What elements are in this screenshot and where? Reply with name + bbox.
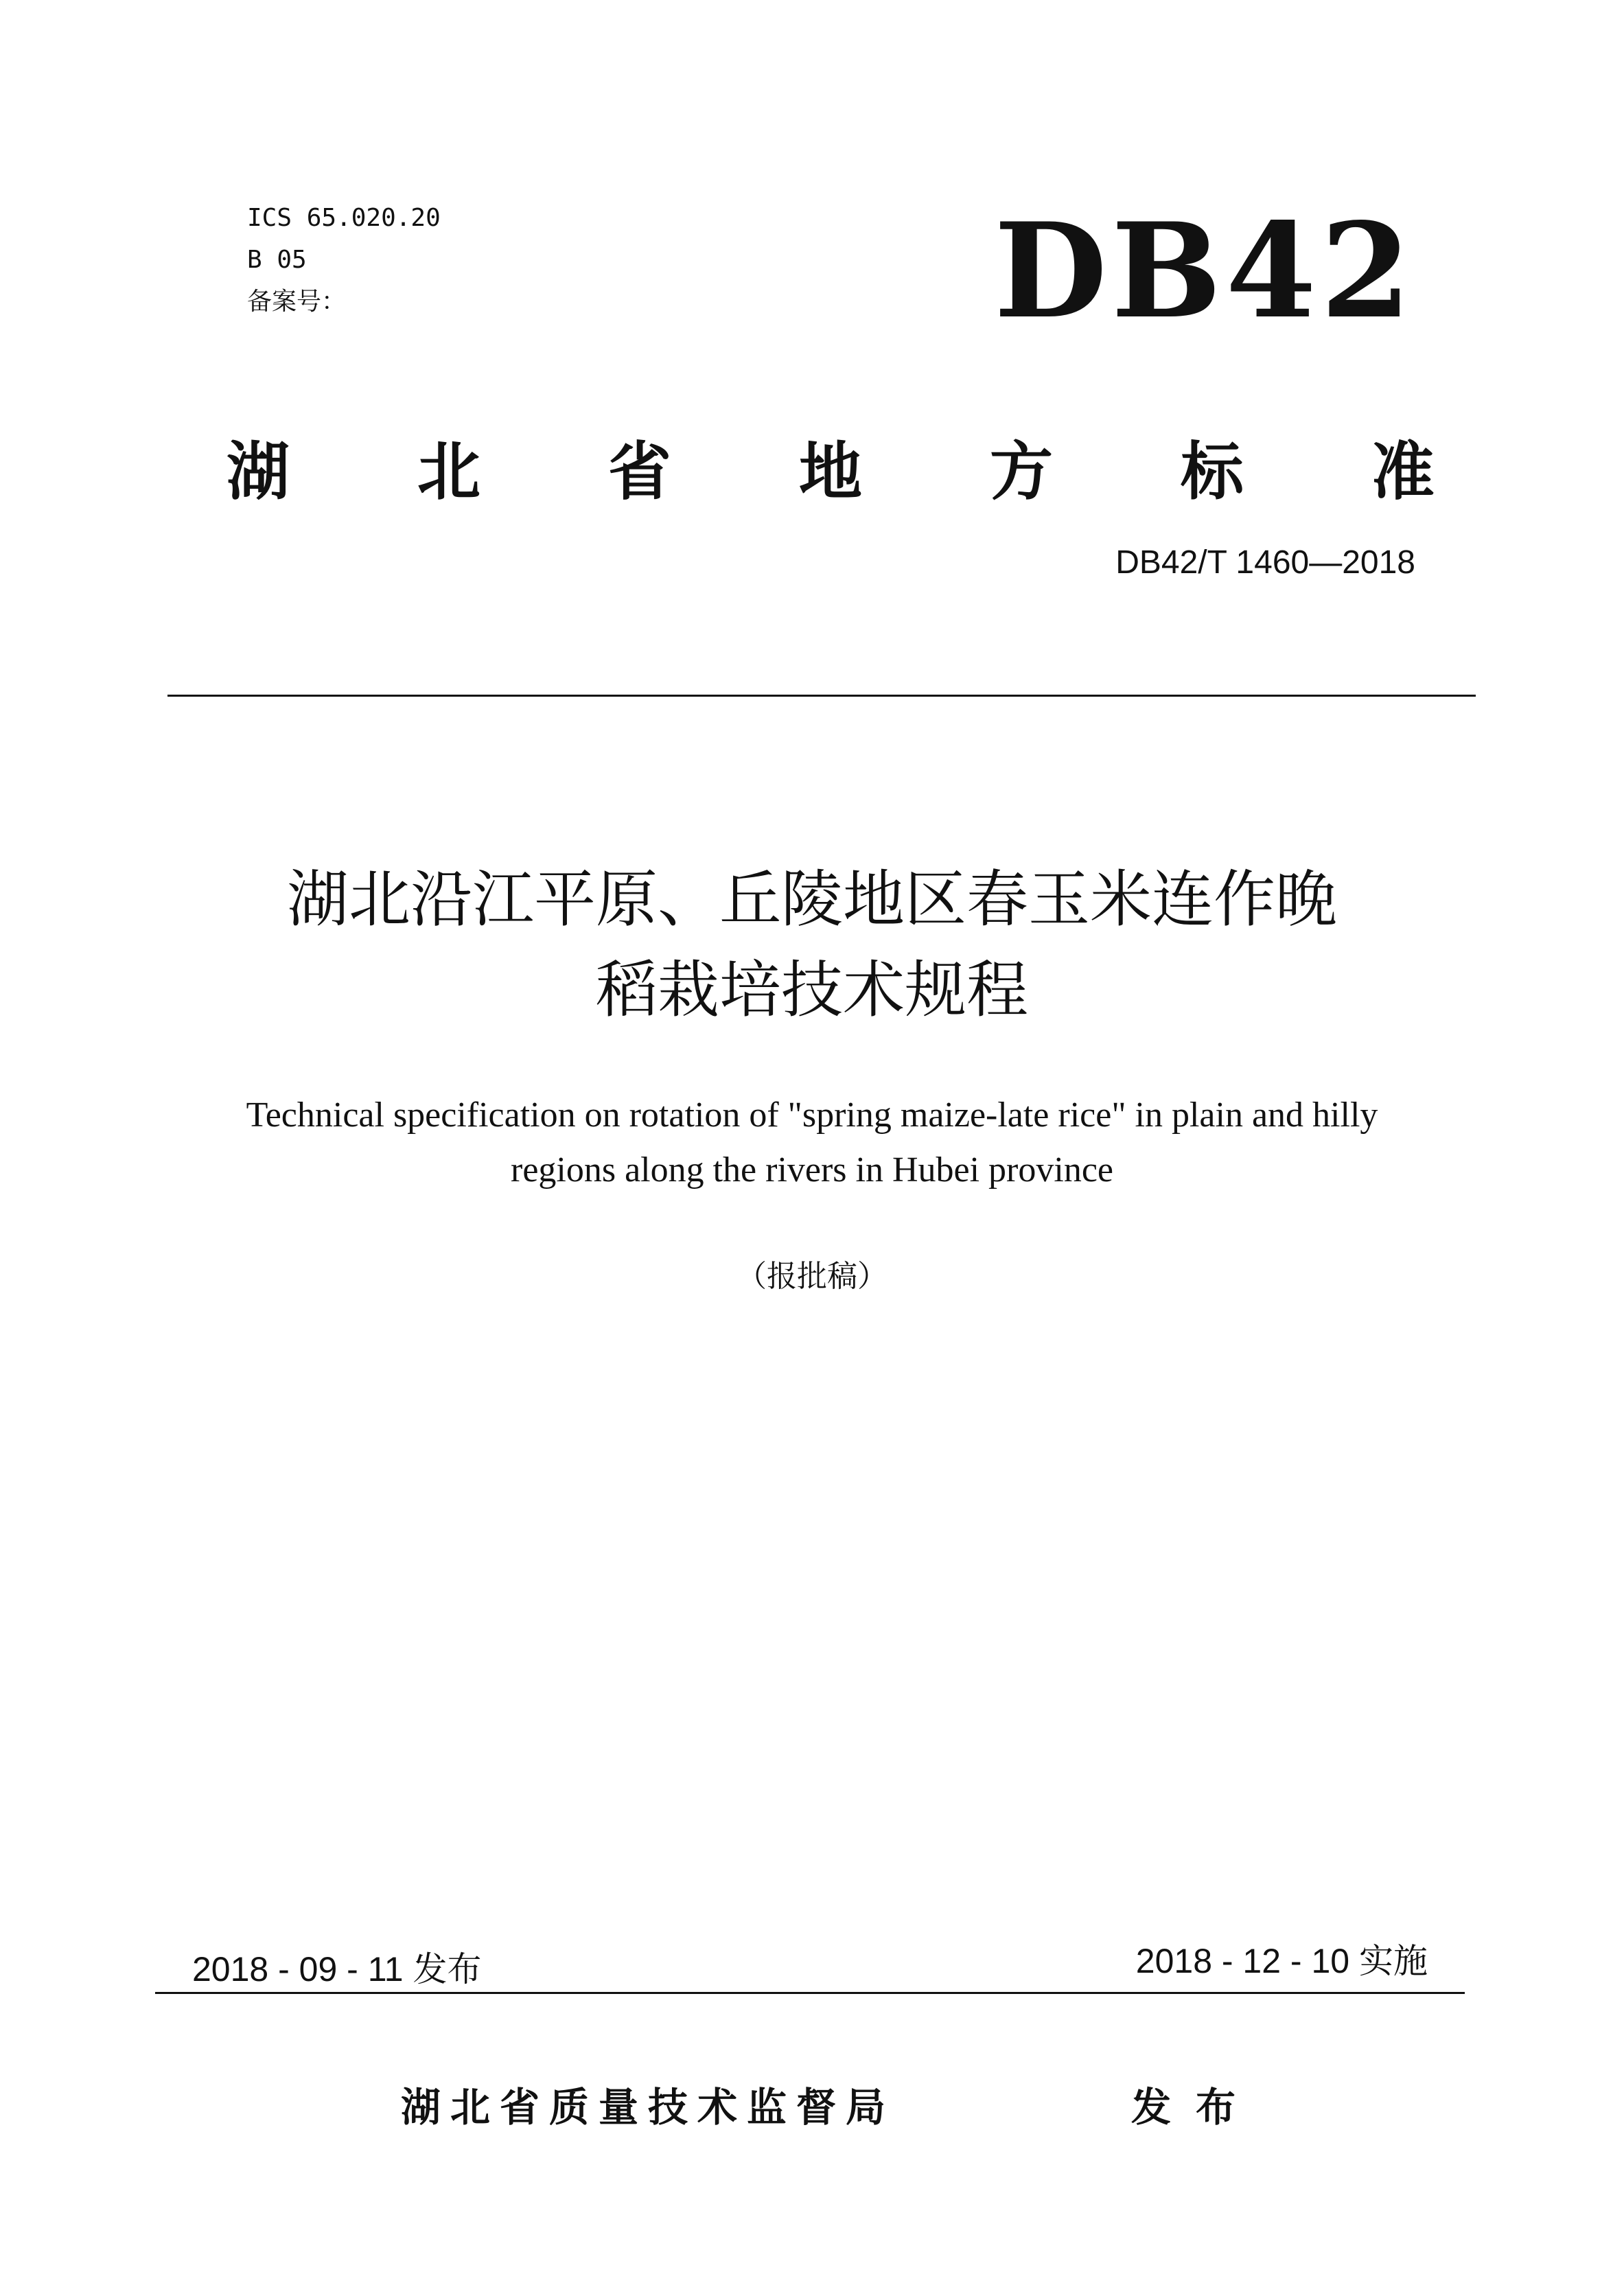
standard-type-char: 地 (798, 435, 862, 509)
english-title (126, 1088, 1498, 1198)
standard-type-char: 省 (607, 435, 671, 509)
issue-date: 2018 - 09 - 11 发布 (192, 1950, 482, 1988)
standard-type-char: 方 (989, 435, 1053, 509)
issuing-authority: 湖北省质量技术监督局 (401, 2084, 896, 2131)
implementation-date: 2018 - 12 - 10 实施 (1135, 1942, 1428, 1980)
filing-number-label: 备案号： (247, 288, 347, 316)
chinese-title (126, 855, 1498, 1036)
issuing-action: 发布 (1131, 2084, 1261, 2131)
draft-status: （报批稿） (736, 1259, 888, 1294)
english-title-line: regions along the rivers in Hubei province (511, 1150, 1113, 1190)
standard-type-char: 湖 (227, 435, 290, 509)
standard-type-char: 准 (1371, 435, 1435, 509)
chinese-title-line: 稻栽培技术规程 (596, 954, 1028, 1026)
chinese-title-line: 湖北沿江平原、丘陵地区春玉米连作晚 (287, 863, 1337, 936)
ics-code: ICS 65.020.20 (247, 204, 441, 232)
standard-type-heading (227, 426, 1435, 508)
standard-number: DB42/T 1460—2018 (1115, 544, 1415, 581)
ccs-code: B 05 (247, 246, 307, 274)
standard-type-char: 北 (417, 435, 480, 509)
standard-type-char: 标 (1180, 435, 1244, 509)
bottom-divider (155, 1992, 1465, 1994)
top-divider (167, 695, 1476, 697)
english-title-line: Technical specification on rotation of "spring maize-late rice" in plain and hilly (246, 1095, 1378, 1135)
standard-code-logo: DB42 (994, 194, 1415, 347)
